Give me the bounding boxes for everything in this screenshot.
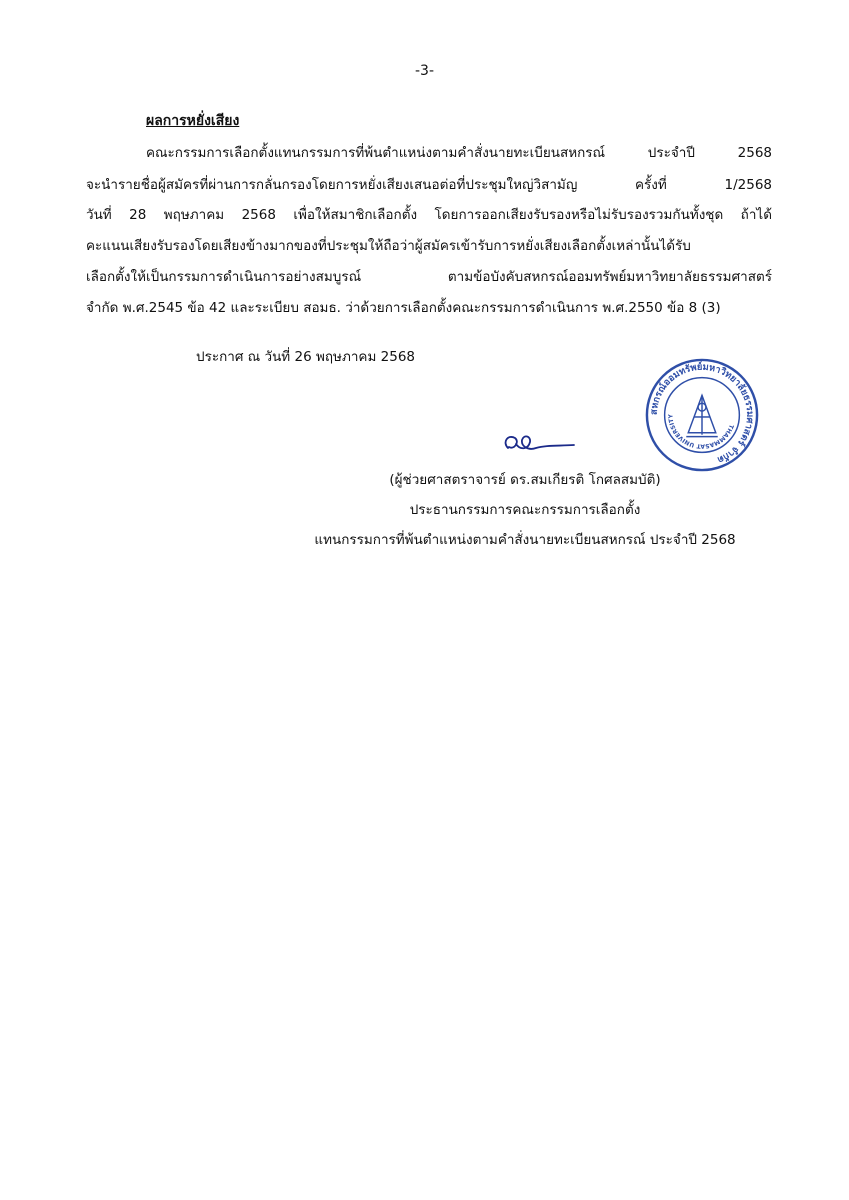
signatory-position: ประธานกรรมการคณะกรรมการเลือกตั้ง	[409, 502, 641, 518]
svg-text:สหกรณ์ออมทรัพย์มหาวิทยาลัยธรรม: สหกรณ์ออมทรัพย์มหาวิทยาลัยธรรมศาสตร์ จำกัด	[648, 361, 756, 466]
paragraph-line: คะแนนเสียงรับรองโดยเสียงข้างมากของที่ประชุมให้ถือว่าผู้สมัครเข้ารับการหยั่งเสียงเลือกตั้งเหล่านั้นได้รับ	[86, 238, 691, 254]
paragraph-line: วันที่ 28 พฤษภาคม 2568 เพื่อให้สมาชิกเลือกตั้ง โดยการออกเสียงรับรองหรือไม่รับรองรวมกันทั้งชุด ถ้าได้	[86, 207, 772, 223]
announcement-date: ประกาศ ณ วันที่ 26 พฤษภาคม 2568	[196, 349, 415, 365]
signature-image	[498, 420, 578, 460]
signatory-position-detail: แทนกรรมการที่พ้นตำแหน่งตามคำสั่งนายทะเบียนสหกรณ์ ประจำปี 2568	[314, 532, 736, 548]
paragraph-line: เลือกตั้งให้เป็นกรรมการดำเนินการอย่างสมบูรณ์ ตามข้อบังคับสหกรณ์ออมทรัพย์มหาวิทยาลัยธรรมศาสตร์	[86, 269, 772, 285]
cooperative-seal-image	[643, 356, 761, 474]
signatory-name: (ผู้ช่วยศาสตราจารย์ ดร.สมเกียรติ โกศลสมบัติ)	[389, 472, 661, 488]
paragraph-line: คณะกรรมการเลือกตั้งแทนกรรมการที่พ้นตำแหน่งตามคำสั่งนายทะเบียนสหกรณ์ ประจำปี 2568	[146, 145, 772, 161]
paragraph-line: จะนำรายชื่อผู้สมัครที่ผ่านการกลั่นกรองโดยการหยั่งเสียงเสนอต่อที่ประชุมใหญ่วิสามัญ ครั้งที่ 1/2568	[86, 177, 772, 193]
page-number: -3-	[414, 63, 434, 79]
section-heading: ผลการหยั่งเสียง	[146, 113, 240, 129]
paragraph-line: จำกัด พ.ศ.2545 ข้อ 42 และระเบียบ สอมธ. ว่าด้วยการเลือกตั้งคณะกรรมการดำเนินการ พ.ศ.2550 ข้อ 8 (3)	[86, 300, 721, 316]
svg-text:THAMMASAT UNIVERSITY: THAMMASAT UNIVERSITY	[668, 414, 734, 449]
